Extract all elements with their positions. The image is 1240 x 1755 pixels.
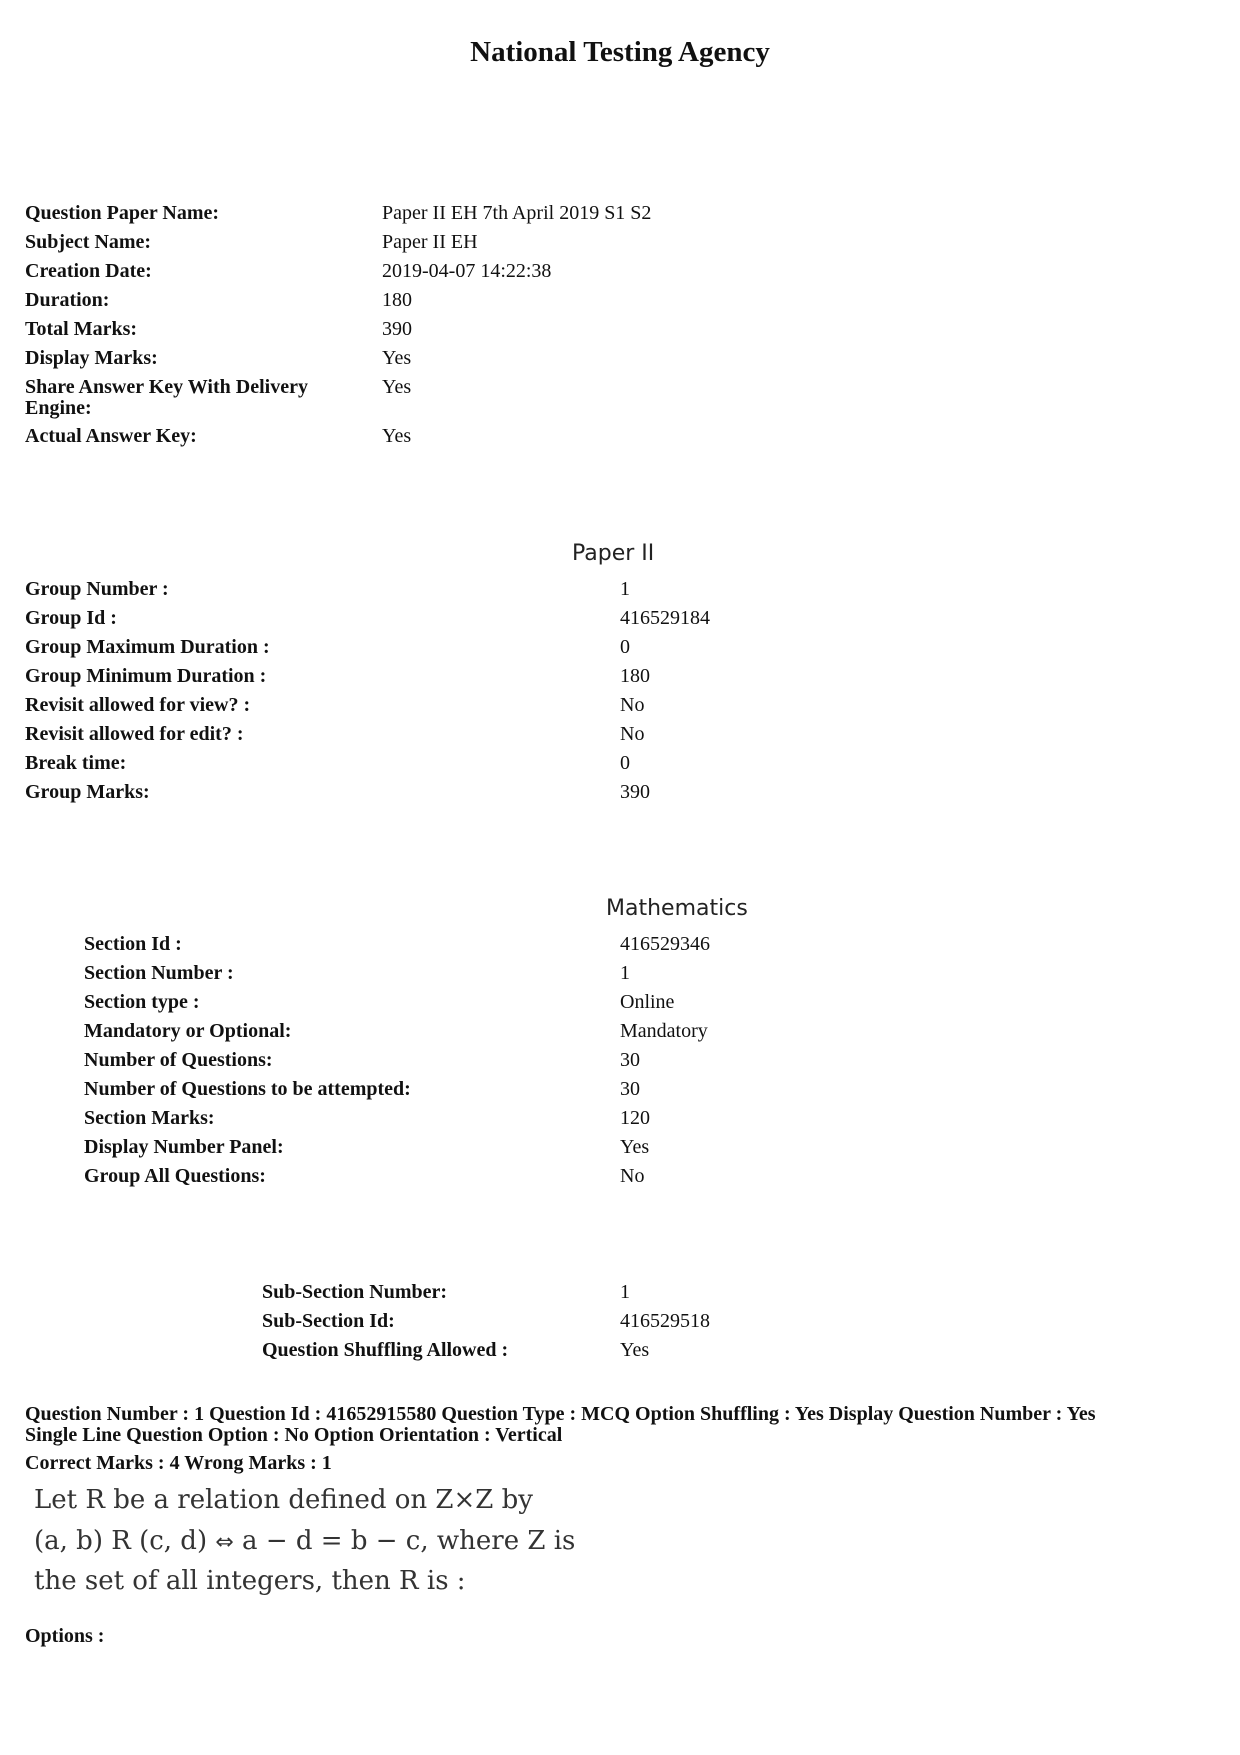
group-marks-label: Group Marks: bbox=[25, 781, 150, 803]
group-all-label: Group All Questions: bbox=[84, 1165, 266, 1187]
section-heading: Mathematics bbox=[606, 896, 748, 921]
section-number-label: Section Number : bbox=[84, 962, 234, 984]
question-paper-name-value: Paper II EH 7th April 2019 S1 S2 bbox=[382, 202, 652, 224]
revisit-edit-label: Revisit allowed for edit? : bbox=[25, 723, 244, 745]
share-answer-key-value: Yes bbox=[382, 376, 412, 398]
question-paper-name-label: Question Paper Name: bbox=[25, 202, 220, 224]
creation-date-value: 2019-04-07 14:22:38 bbox=[382, 260, 552, 282]
display-panel-value: Yes bbox=[620, 1136, 650, 1158]
subject-name-value: Paper II EH bbox=[382, 231, 478, 253]
break-time-value: 0 bbox=[620, 752, 630, 774]
num-questions-label: Number of Questions: bbox=[84, 1049, 273, 1071]
section-type-label: Section type : bbox=[84, 991, 200, 1013]
creation-date-label: Creation Date: bbox=[25, 260, 152, 282]
group-min-duration-label: Group Minimum Duration : bbox=[25, 665, 267, 687]
group-marks-value: 390 bbox=[620, 781, 650, 803]
subject-name-label: Subject Name: bbox=[25, 231, 152, 253]
subsection-id-label: Sub-Section Id: bbox=[262, 1310, 395, 1332]
group-id-value: 416529184 bbox=[620, 607, 710, 629]
question-text-line3: the set of all integers, then R is : bbox=[34, 1566, 466, 1596]
actual-answer-key-value: Yes bbox=[382, 425, 412, 447]
subsection-number-label: Sub-Section Number: bbox=[262, 1281, 448, 1303]
num-attempt-value: 30 bbox=[620, 1078, 640, 1100]
section-marks-label: Section Marks: bbox=[84, 1107, 215, 1129]
share-answer-key-label-line1: Share Answer Key With Delivery bbox=[25, 376, 308, 398]
group-id-label: Group Id : bbox=[25, 607, 117, 629]
display-panel-label: Display Number Panel: bbox=[84, 1136, 284, 1158]
subsection-id-value: 416529518 bbox=[620, 1310, 710, 1332]
total-marks-label: Total Marks: bbox=[25, 318, 138, 340]
question-shuffling-label: Question Shuffling Allowed : bbox=[262, 1339, 509, 1361]
iff-symbol: ⇔ bbox=[215, 1530, 234, 1555]
question-text-line2-b: a − d = b − c, where bbox=[233, 1526, 528, 1556]
question-text-line1-a: Let R be a relation defined on bbox=[34, 1485, 436, 1515]
num-questions-value: 30 bbox=[620, 1049, 640, 1071]
question-marks-line: Correct Marks : 4 Wrong Marks : 1 bbox=[25, 1452, 332, 1474]
section-type-value: Online bbox=[620, 991, 675, 1013]
section-marks-value: 120 bbox=[620, 1107, 650, 1129]
display-marks-value: Yes bbox=[382, 347, 412, 369]
section-id-value: 416529346 bbox=[620, 933, 710, 955]
group-number-label: Group Number : bbox=[25, 578, 169, 600]
revisit-edit-value: No bbox=[620, 723, 645, 745]
question-text-line2-c: Z bbox=[527, 1526, 546, 1556]
share-answer-key-label-line2: Engine: bbox=[25, 397, 92, 419]
group-max-duration-label: Group Maximum Duration : bbox=[25, 636, 270, 658]
actual-answer-key-label: Actual Answer Key: bbox=[25, 425, 197, 447]
question-shuffling-value: Yes bbox=[620, 1339, 650, 1361]
revisit-view-label: Revisit allowed for view? : bbox=[25, 694, 251, 716]
section-number-value: 1 bbox=[620, 962, 630, 984]
question-header-line1: Question Number : 1 Question Id : 41652915580 Question Type : MCQ Option Shuffling : Yes Display Question Number : Yes bbox=[25, 1403, 1096, 1425]
question-text-line2-d: is bbox=[545, 1526, 576, 1556]
document-title: National Testing Agency bbox=[470, 36, 770, 68]
break-time-label: Break time: bbox=[25, 752, 127, 774]
revisit-view-value: No bbox=[620, 694, 645, 716]
question-header-line2: Single Line Question Option : No Option Orientation : Vertical bbox=[25, 1424, 563, 1446]
options-label: Options : bbox=[25, 1625, 105, 1647]
total-marks-value: 390 bbox=[382, 318, 412, 340]
num-attempt-label: Number of Questions to be attempted: bbox=[84, 1078, 411, 1100]
group-number-value: 1 bbox=[620, 578, 630, 600]
group-max-duration-value: 0 bbox=[620, 636, 630, 658]
duration-label: Duration: bbox=[25, 289, 110, 311]
question-text-line2 bbox=[34, 1521, 575, 1563]
question-text-line1-c: by bbox=[493, 1485, 533, 1515]
group-heading: Paper II bbox=[572, 541, 655, 566]
mandatory-label: Mandatory or Optional: bbox=[84, 1020, 292, 1042]
display-marks-label: Display Marks: bbox=[25, 347, 158, 369]
section-id-label: Section Id : bbox=[84, 933, 182, 955]
question-text-line1-b: Z×Z bbox=[435, 1485, 494, 1515]
mandatory-value: Mandatory bbox=[620, 1020, 708, 1042]
group-all-value: No bbox=[620, 1165, 645, 1187]
group-min-duration-value: 180 bbox=[620, 665, 650, 687]
question-text-line1 bbox=[34, 1480, 533, 1520]
question-text-line2-a: (a, b) R (c, d) bbox=[34, 1526, 216, 1556]
duration-value: 180 bbox=[382, 289, 412, 311]
subsection-number-value: 1 bbox=[620, 1281, 630, 1303]
